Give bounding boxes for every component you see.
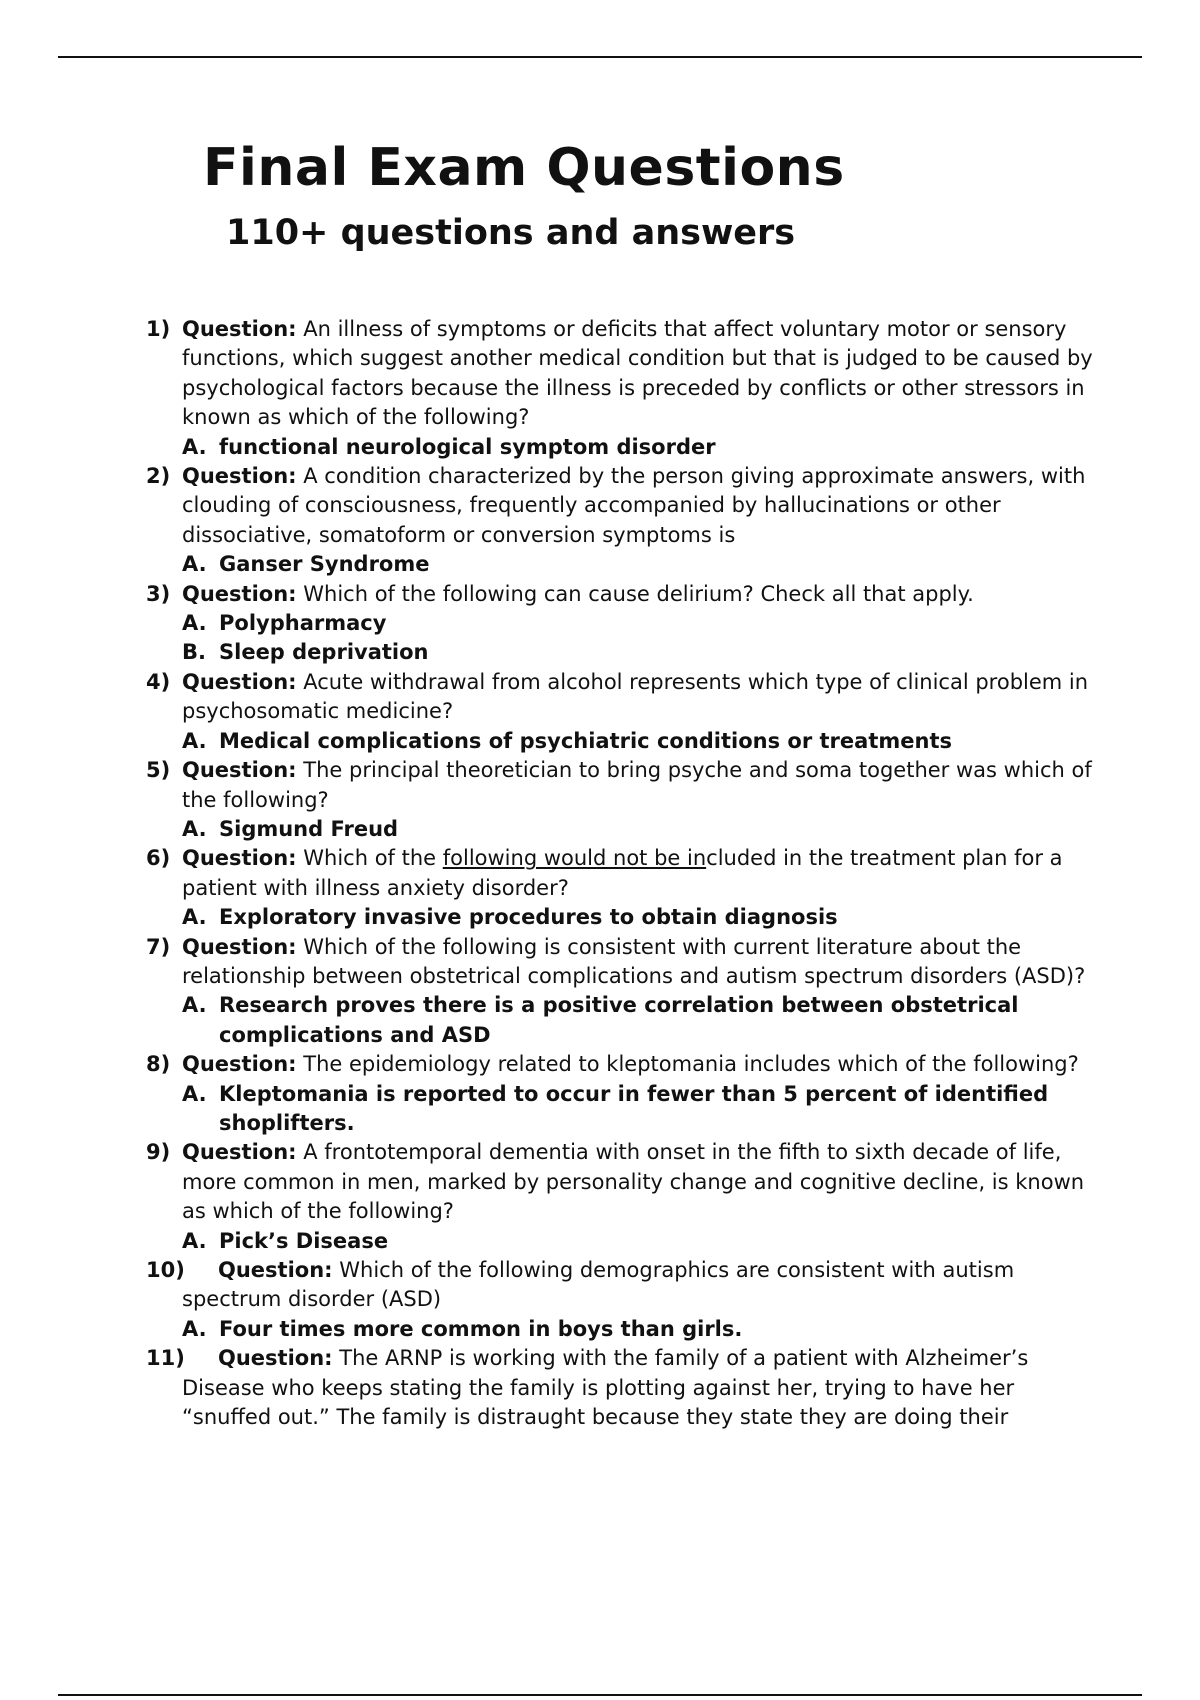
answer xyxy=(182,991,1096,1050)
answer xyxy=(182,815,1096,844)
question-text-start: Which of the xyxy=(303,846,443,871)
question-number: 10) xyxy=(146,1258,185,1282)
question-item xyxy=(146,1344,1096,1432)
answer-letter: A. xyxy=(182,993,207,1018)
question-label: Question: xyxy=(218,1346,333,1371)
question-item xyxy=(146,1050,1096,1138)
question-text: Acute withdrawal from alcohol represents which type of clinical problem in psychosomatic medicine? xyxy=(182,669,1089,724)
answer-text: Medical complications of psychiatric conditions or treatments xyxy=(219,728,952,753)
answer-text: Ganser Syndrome xyxy=(219,552,430,577)
question-label: Question: xyxy=(182,758,297,783)
question-text: A condition characterized by the person giving approximate answers, with clouding of consciousness, frequently accompanied by hallucinations or other dissociative, somatoform or conversion symptoms is xyxy=(182,464,1086,547)
question-text: A frontotemporal dementia with onset in the fifth to sixth decade of life, more common in men, marked by personality change and cognitive decline, is known as which of the following? xyxy=(182,1140,1085,1224)
question-item xyxy=(146,933,1096,1051)
answer xyxy=(182,638,1096,667)
answer-letter: A. xyxy=(182,1228,207,1253)
question-text: Which of the following demographics are consistent with autism spectrum disorder (ASD) xyxy=(182,1258,1015,1312)
answer-text: Kleptomania is reported to occur in fewer than 5 percent of identified shoplifters. xyxy=(219,1081,1049,1135)
question-label: Question: xyxy=(182,934,297,959)
page-title: Final Exam Questions xyxy=(203,138,845,198)
question-item xyxy=(146,580,1096,668)
answer-letter: A. xyxy=(182,728,207,753)
answer-text: Four times more common in boys than girls. xyxy=(219,1316,743,1341)
question-label: Question: xyxy=(218,1258,333,1282)
question-label: Question: xyxy=(182,846,297,871)
question-item xyxy=(146,1138,1096,1256)
answer xyxy=(182,903,1096,932)
answer-letter: A. xyxy=(182,611,207,636)
top-rule xyxy=(58,56,1142,58)
answer-letter: A. xyxy=(182,552,207,577)
answer-text: Pick’s Disease xyxy=(219,1228,389,1253)
question-item xyxy=(146,668,1096,756)
answer-text: functional neurological symptom disorder xyxy=(219,434,716,459)
question-text: The ARNP is working with the family of a patient with Alzheimer’s Disease who keeps stating the family is plotting against her, trying to have her “snuffed out.” The family is distraught because they state they are doing their xyxy=(182,1346,1029,1430)
answer xyxy=(182,1080,1096,1139)
question-number: 2) xyxy=(146,464,171,489)
question-label: Question: xyxy=(182,317,297,341)
page-subtitle: 110+ questions and answers xyxy=(226,213,796,253)
answer xyxy=(182,433,1096,462)
question-number: 11) xyxy=(146,1346,185,1371)
question-item xyxy=(146,1256,1096,1344)
question-label: Question: xyxy=(182,464,297,489)
answer-letter: A. xyxy=(182,1316,207,1341)
question-number: 9) xyxy=(146,1140,171,1165)
answer xyxy=(182,1227,1096,1256)
answer-text: Polypharmacy xyxy=(219,611,387,636)
question-number: 7) xyxy=(146,934,171,959)
question-number: 4) xyxy=(146,669,171,694)
question-number: 1) xyxy=(146,317,171,341)
answer-text: Research proves there is a positive correlation between obstetrical complications and ASD xyxy=(219,993,1019,1047)
question-text-end: cluded in the treatment plan for a patient with illness anxiety disorder? xyxy=(182,846,1063,900)
question-text: Which of the following can cause delirium? Check all that apply. xyxy=(303,581,974,606)
question-label: Question: xyxy=(182,581,297,606)
question-label: Question: xyxy=(182,1052,297,1077)
question-label: Question: xyxy=(182,669,297,694)
question-number: 6) xyxy=(146,846,171,871)
answer-letter: A. xyxy=(182,905,207,930)
answer-text: Exploratory invasive procedures to obtain diagnosis xyxy=(219,905,838,930)
question-number: 3) xyxy=(146,581,171,606)
answer-letter: A. xyxy=(182,816,207,841)
answer-text: Sigmund Freud xyxy=(219,816,399,841)
question-text: The epidemiology related to kleptomania includes which of the following? xyxy=(303,1052,1079,1077)
question-list xyxy=(146,315,1096,1432)
question-label: Question: xyxy=(182,1140,297,1165)
answer xyxy=(182,550,1096,579)
answer-letter: A. xyxy=(182,1081,207,1106)
question-item xyxy=(146,462,1096,580)
question-text-underlined: following would not be in xyxy=(442,846,707,871)
question-text: The principal theoretician to bring psyche and soma together was which of the following? xyxy=(182,758,1092,812)
answer xyxy=(182,609,1096,638)
question-item xyxy=(146,315,1096,462)
question-item xyxy=(146,844,1096,932)
answer-letter: A. xyxy=(182,434,207,459)
answer-text: Sleep deprivation xyxy=(219,640,429,665)
bottom-rule xyxy=(58,1694,1142,1696)
answer xyxy=(182,727,1096,756)
answer-letter: B. xyxy=(182,640,206,665)
question-text: Which of the following is consistent with current literature about the relationship between obstetrical complications and autism spectrum disorders (ASD)? xyxy=(182,934,1086,988)
question-item xyxy=(146,756,1096,844)
answer xyxy=(182,1315,1096,1344)
question-number: 5) xyxy=(146,758,171,783)
question-number: 8) xyxy=(146,1052,171,1077)
question-text: An illness of symptoms or deficits that affect voluntary motor or sensory functions, which suggest another medical condition but that is judged to be caused by psychological factors because the illness is preceded by conflicts or other stressors in known as which of the following? xyxy=(182,317,1093,430)
